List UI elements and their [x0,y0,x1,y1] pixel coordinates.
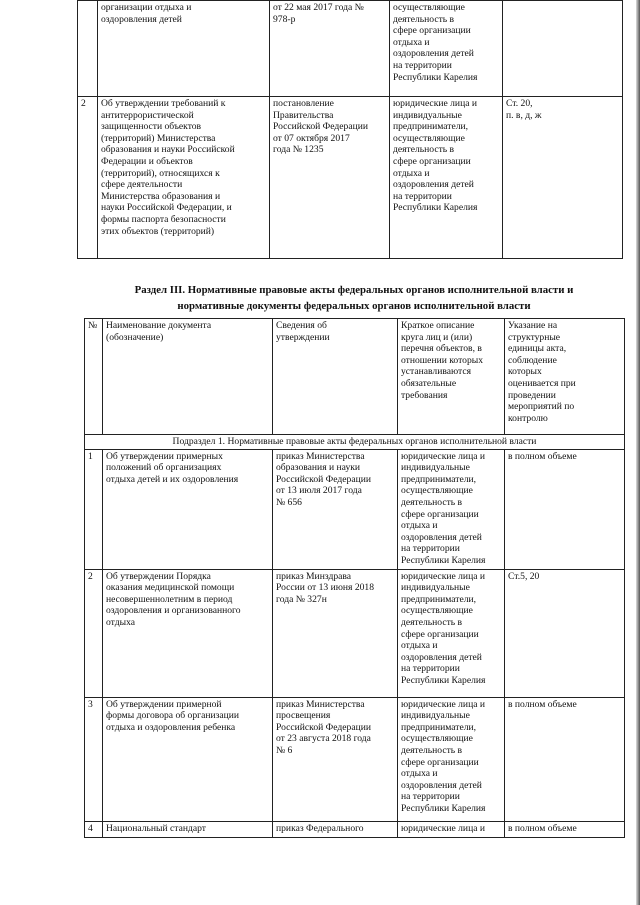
table-row [85,821,625,837]
scope-description: юридические лица и индивидуальные предприниматели, осуществляющие деятельность в сфере организации отдыха и оздоровления детей на территории Республики Карелия [398,697,505,821]
table-header-row [85,319,625,435]
approval-info: приказ Министерства образования и науки Российской Федерации от 13 июля 2017 года № 656 [273,449,398,569]
table-row [78,1,623,97]
row-number: 1 [85,449,103,569]
table-row [85,569,625,697]
row-number [78,1,98,97]
section-heading-line: Раздел III. Нормативные правовые акты федеральных органов исполнительной власти и [134,284,574,296]
structural-reference [503,1,623,97]
structural-reference: в полном объеме [505,697,625,821]
scope-description: юридические лица и индивидуальные предприниматели, осуществляющие деятельность в сфере организации отдыха и оздоровления детей на территории Республики Карелия [398,569,505,697]
scope-description: осуществляющие деятельность в сфере организации отдыха и оздоровления детей на территории Республики Карелия [390,1,503,97]
document-name: организации отдыха и оздоровления детей [98,1,270,97]
header-scope: Краткое описание круга лиц и (или) перечня объектов, в отношении которых устанавливаются обязательные требования [398,319,505,435]
structural-reference: Ст.5, 20 [505,569,625,697]
subsection-title: Подраздел 1. Нормативные правовые акты федеральных органов исполнительной власти [85,435,625,450]
document-name: Об утверждении требований к антитеррористической защищенности объектов (территорий) Министерства образования и науки Российской Федерации и объектов (территорий), относящихся к сфере деятельности Министерства образования и науки Российской Федерации, и формы паспорта безопасности этих объектов (территорий) [98,97,270,259]
scan-edge [636,0,640,905]
regulations-table [84,318,625,838]
approval-info: постановление Правительства Российской Федерации от 07 октября 2017 года № 1235 [270,97,390,259]
row-number: 4 [85,821,103,837]
continuation-table [77,0,623,259]
header-number: № [85,319,103,435]
document-name: Об утверждении примерных положений об организациях отдыха детей и их оздоровления [103,449,273,569]
scope-description: юридические лица и индивидуальные предприниматели, осуществляющие деятельность в сфере организации отдыха и оздоровления детей на территории Республики Карелия [390,97,503,259]
row-number: 2 [85,569,103,697]
row-number: 3 [85,697,103,821]
section-heading [84,282,624,314]
scope-description: юридические лица и индивидуальные предприниматели, осуществляющие деятельность в сфере организации отдыха и оздоровления детей на территории Республики Карелия [398,449,505,569]
header-approval: Сведения об утверждении [273,319,398,435]
table-row [78,97,623,259]
table-row [85,449,625,569]
structural-reference: в полном объеме [505,821,625,837]
table-row [85,697,625,821]
header-reference: Указание на структурные единицы акта, соблюдение которых оценивается при проведении мероприятий по контролю [505,319,625,435]
scope-description: юридические лица и [398,821,505,837]
approval-info: приказ Минздрава России от 13 июня 2018 года № 327н [273,569,398,697]
header-document-name: Наименование документа (обозначение) [103,319,273,435]
structural-reference: в полном объеме [505,449,625,569]
structural-reference: Ст. 20, п. в, д, ж [503,97,623,259]
section-heading-line: нормативные документы федеральных органов исполнительной власти [177,300,531,312]
approval-info: приказ Министерства просвещения Российской Федерации от 23 августа 2018 года № 6 [273,697,398,821]
document-name: Национальный стандарт [103,821,273,837]
subsection-row [85,435,625,450]
approval-info: приказ Федерального [273,821,398,837]
row-number: 2 [78,97,98,259]
approval-info: от 22 мая 2017 года № 978-р [270,1,390,97]
document-name: Об утверждении примерной формы договора об организации отдыха и оздоровления ребенка [103,697,273,821]
document-name: Об утверждении Порядка оказания медицинской помощи несовершеннолетним в период оздоровления и организованного отдыха [103,569,273,697]
